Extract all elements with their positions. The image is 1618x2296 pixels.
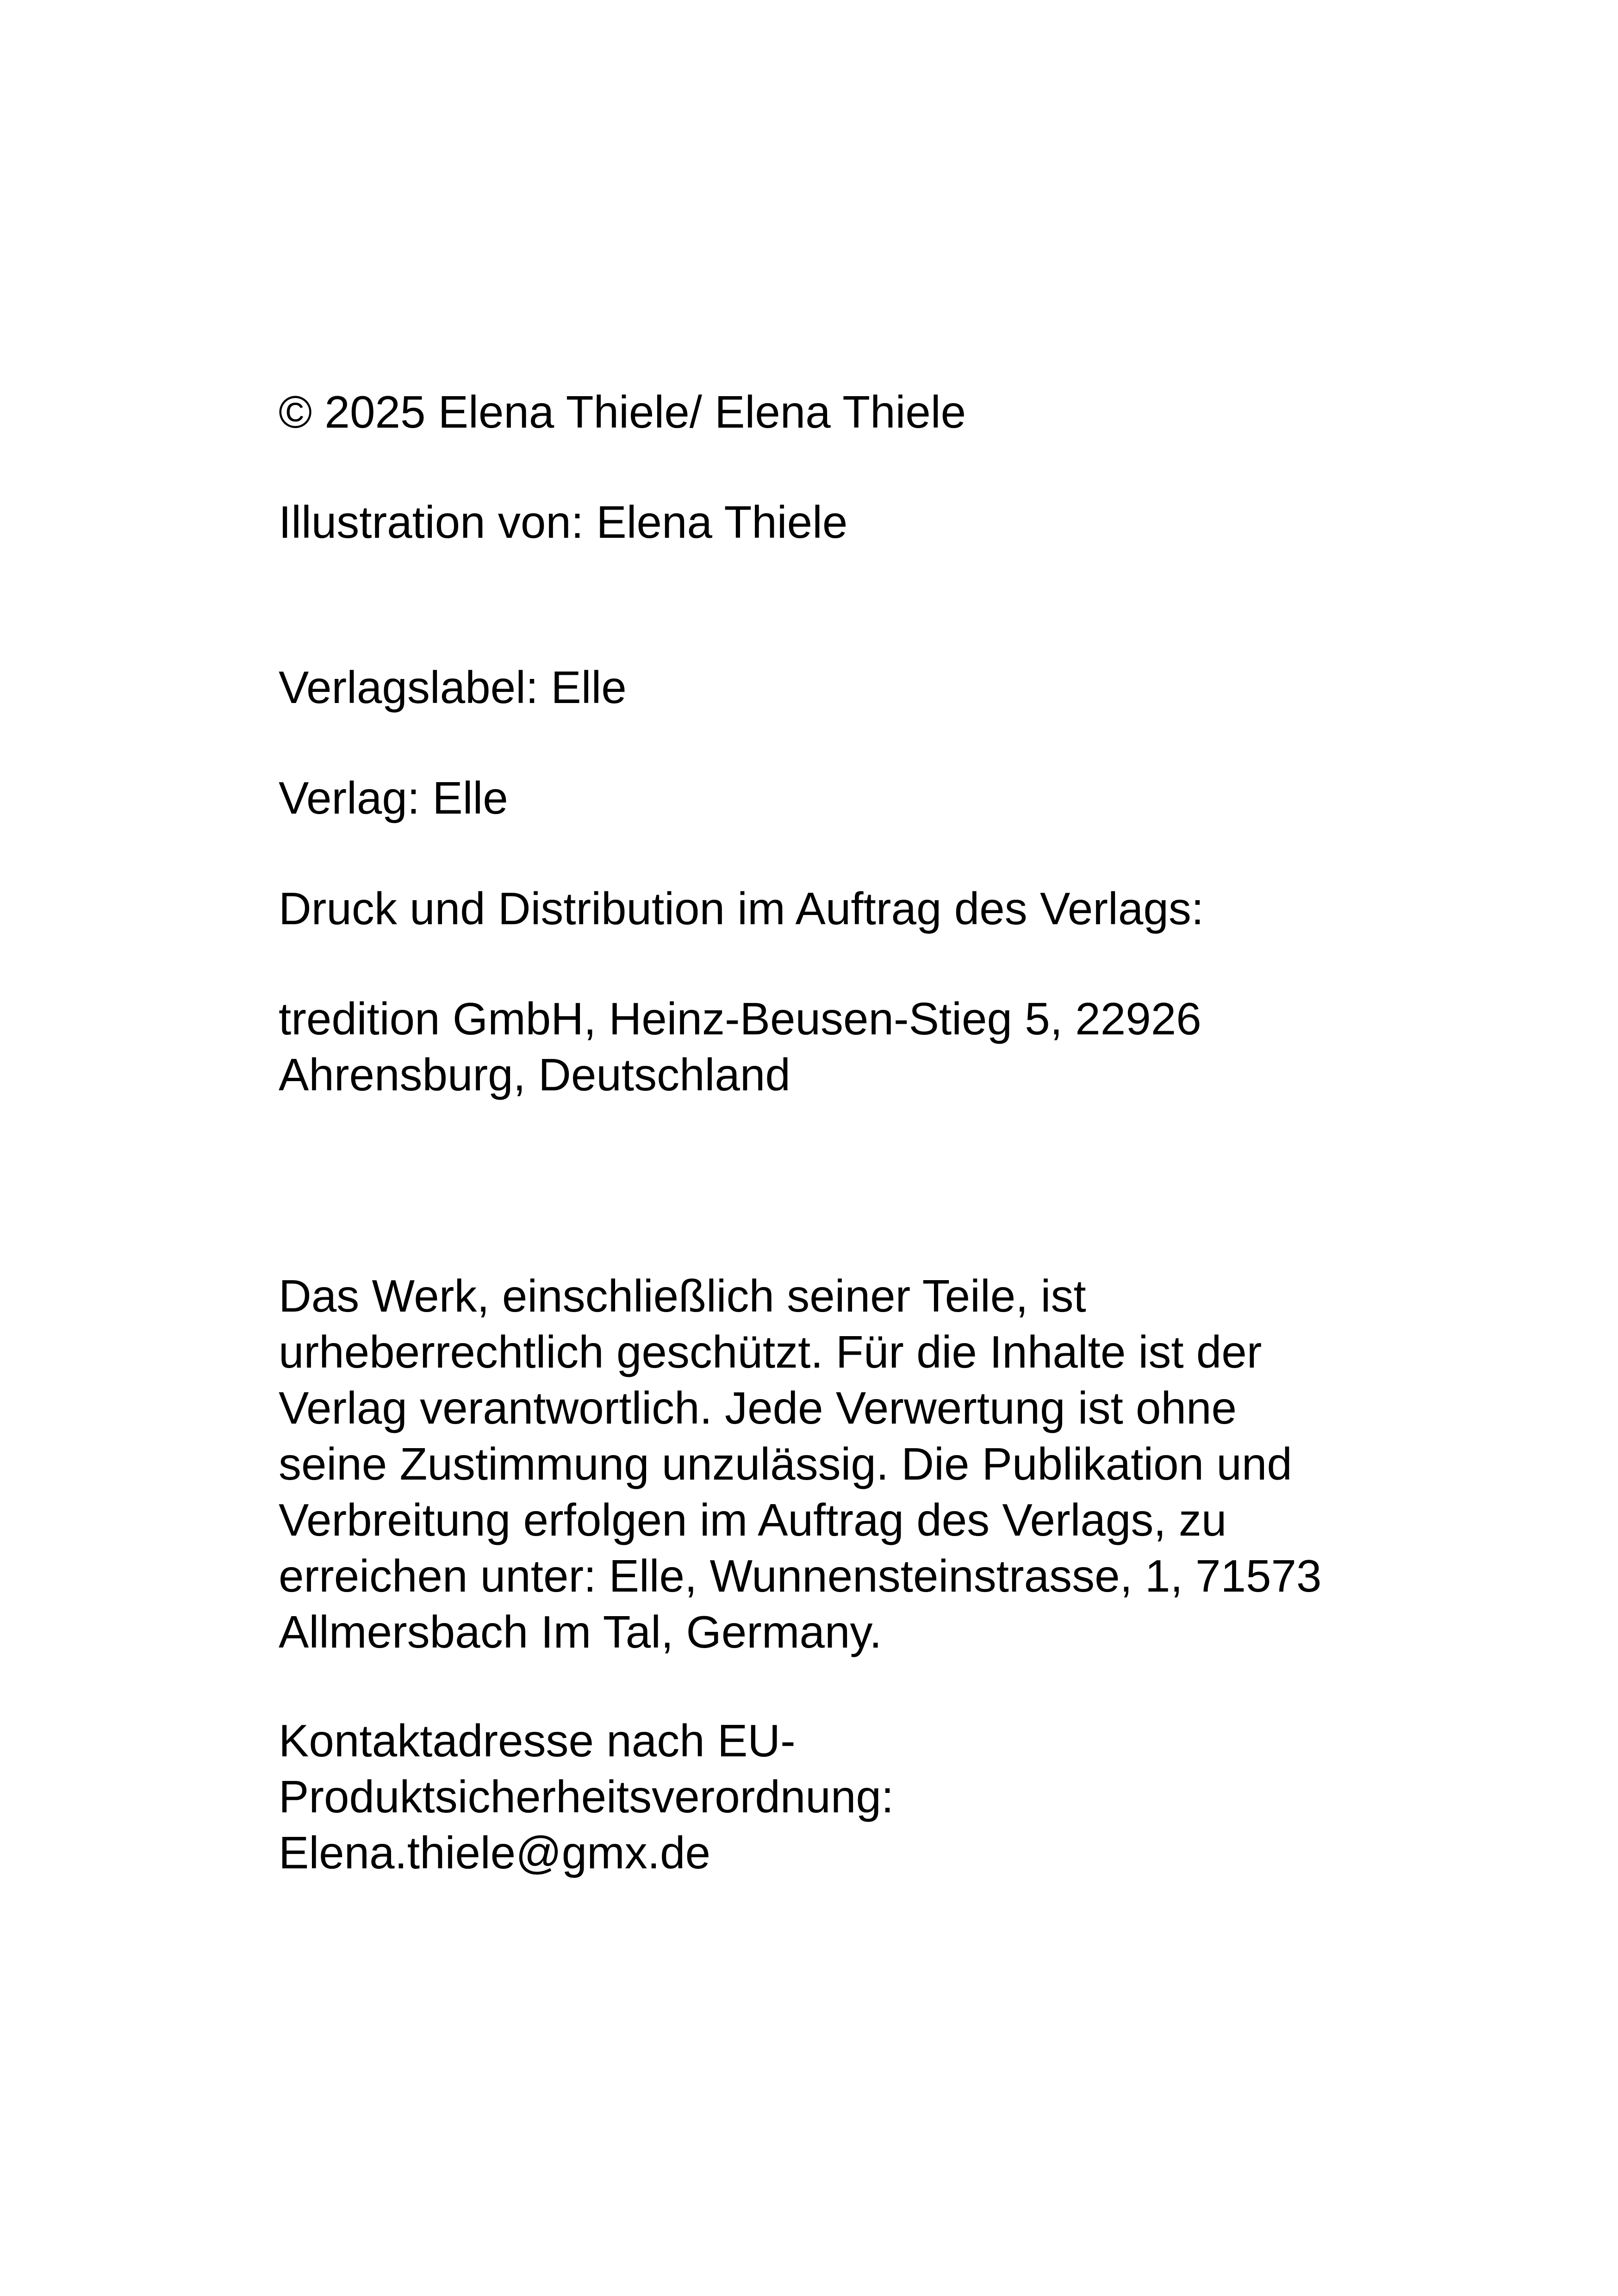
copyright-notice <box>279 384 1389 440</box>
legal-notice <box>279 1268 1389 1660</box>
print-distribution-line: Druck und Distribution im Auftrag des Verlags: <box>279 883 1204 934</box>
legal-notice-line-1: Das Werk, einschließlich seiner Teile, ist <box>279 1270 1086 1321</box>
contact-line-1: Kontaktadresse nach EU- <box>279 1715 796 1766</box>
publisher-label <box>279 660 1389 716</box>
publisher <box>279 770 1389 826</box>
printer-address-line-1: tredition GmbH, Heinz-Beusen-Stieg 5, 22926 <box>279 993 1201 1044</box>
publisher-line: Verlag: Elle <box>279 772 508 823</box>
legal-notice-line-6: erreichen unter: Elle, Wunnensteinstrasse, 1, 71573 <box>279 1550 1322 1601</box>
copyright-line: © 2025 Elena Thiele/ Elena Thiele <box>279 386 966 437</box>
illustration-line: Illustration von: Elena Thiele <box>279 497 848 548</box>
illustration-credit <box>279 494 1389 550</box>
printer-address <box>279 991 1389 1103</box>
legal-notice-line-7: Allmersbach Im Tal, Germany. <box>279 1606 882 1657</box>
printer-address-line-2: Ahrensburg, Deutschland <box>279 1049 790 1100</box>
legal-notice-line-3: Verlag verantwortlich. Jede Verwertung ist ohne <box>279 1382 1237 1433</box>
contact-address <box>279 1713 1389 1881</box>
legal-notice-line-4: seine Zustimmung unzulässig. Die Publikation und <box>279 1438 1292 1489</box>
print-distribution-notice <box>279 881 1389 937</box>
contact-line-2: Produktsicherheitsverordnung: <box>279 1771 894 1822</box>
contact-email: Elena.thiele@gmx.de <box>279 1827 711 1878</box>
legal-notice-line-2: urheberrechtlich geschützt. Für die Inhalte ist der <box>279 1326 1262 1377</box>
legal-notice-line-5: Verbreitung erfolgen im Auftrag des Verlags, zu <box>279 1494 1227 1545</box>
publisher-label-line: Verlagslabel: Elle <box>279 662 627 713</box>
